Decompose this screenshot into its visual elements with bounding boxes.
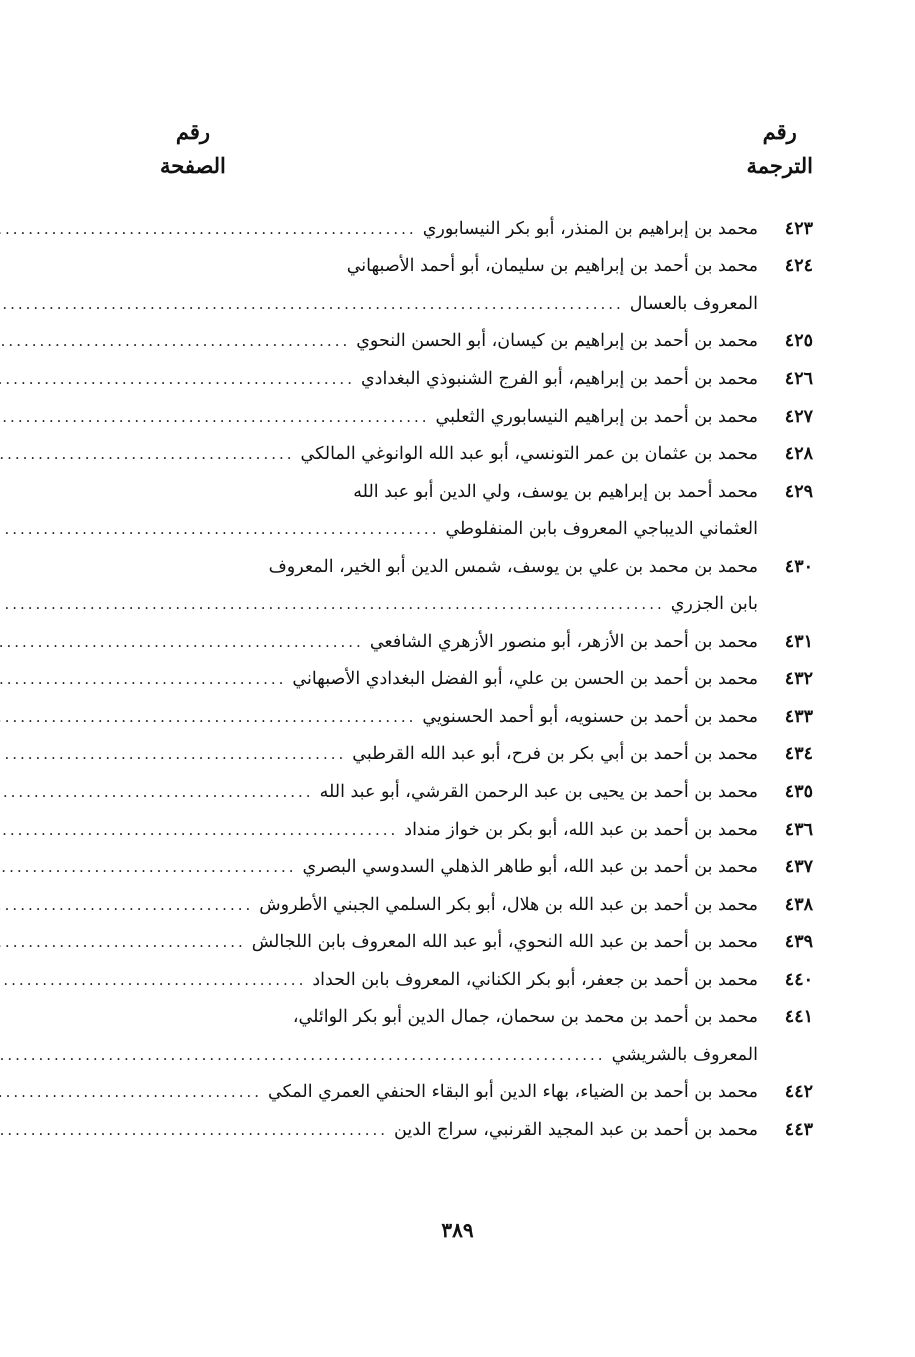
entry-number: ٤٣٧ xyxy=(784,857,813,878)
entry-text: محمد بن عثمان بن عمر التونسي، أبو عبد الله الوانوغي المالكي xyxy=(300,444,758,465)
dot-leader xyxy=(0,295,630,313)
header-right-line2: الترجمة xyxy=(746,153,813,178)
entry-text: محمد بن أحمد بن حسنويه، أبو أحمد الحسنويي xyxy=(422,706,758,727)
index-entry xyxy=(160,811,813,849)
header-left-line1: رقم xyxy=(175,119,211,144)
entry-number: ٤٤٣ xyxy=(784,1119,813,1140)
header-left-line2: الصفحة xyxy=(160,153,226,178)
index-entry xyxy=(160,323,813,361)
index-entry xyxy=(160,848,813,886)
dot-leader xyxy=(0,633,370,651)
index-entry xyxy=(160,736,813,774)
dot-leader xyxy=(0,1046,612,1064)
dot-leader xyxy=(0,520,445,538)
page-number-column-header xyxy=(160,115,226,183)
index-entry xyxy=(160,698,813,736)
index-entry xyxy=(160,248,813,286)
entry-number: ٤٣٨ xyxy=(784,894,813,915)
index-entry xyxy=(160,961,813,999)
index-entry xyxy=(160,210,813,248)
entry-text: محمد بن أحمد بن عبد المجيد القرنبي، سراج الدين xyxy=(394,1119,758,1140)
entry-text: محمد بن أحمد بن عبد الله، أبو بكر بن خواز منداد xyxy=(404,819,758,840)
index-entry xyxy=(160,1074,813,1112)
entry-number: ٤٣٦ xyxy=(784,819,813,840)
dot-leader xyxy=(0,821,404,839)
dot-leader xyxy=(0,858,303,876)
entry-number: ٤٣٥ xyxy=(784,781,813,802)
entry-number: ٤٣١ xyxy=(784,631,813,652)
entry-text: المعروف بالعسال xyxy=(629,293,758,314)
dot-leader xyxy=(0,1121,394,1139)
entry-number: ٤٣٠ xyxy=(784,556,813,577)
page-number: ٣٨٩ xyxy=(441,1218,474,1242)
entry-number: ٤٢٨ xyxy=(784,444,813,465)
index-entry-continuation xyxy=(160,285,813,323)
entry-text: العثماني الديباجي المعروف بابن المنفلوطي xyxy=(445,519,758,540)
entry-text: محمد بن أحمد بن إبراهيم بن كيسان، أبو الحسن النحوي xyxy=(356,331,758,352)
entry-text: محمد بن أحمد بن يحيى بن عبد الرحمن القرشي، أبو عبد الله xyxy=(319,781,758,802)
entry-text: محمد بن أحمد بن الأزهر، أبو منصور الأزهري الشافعي xyxy=(369,631,758,652)
dot-leader xyxy=(0,1083,268,1101)
entry-text: محمد بن أحمد بن إبراهيم بن سليمان، أبو أحمد الأصبهاني xyxy=(346,256,758,277)
dot-leader xyxy=(0,370,361,388)
dot-leader xyxy=(0,332,356,350)
index-entry xyxy=(160,773,813,811)
index-entry xyxy=(160,398,813,436)
dot-leader xyxy=(0,971,312,989)
dot-leader xyxy=(0,670,292,688)
entry-number: ٤٤١ xyxy=(784,1007,813,1028)
entry-number: ٤٤٢ xyxy=(784,1082,813,1103)
entry-text: محمد بن محمد بن علي بن يوسف، شمس الدين أبو الخير، المعروف xyxy=(268,556,758,577)
entry-number: ٤٢٣ xyxy=(784,218,813,239)
index-entry xyxy=(160,998,813,1036)
entry-text: محمد بن أحمد بن جعفر، أبو بكر الكناني، المعروف بابن الحداد xyxy=(312,969,758,990)
entry-number: ٤٢٦ xyxy=(784,368,813,389)
entry-text: المعروف بالشريشي xyxy=(611,1044,758,1065)
entry-number: ٤٤٠ xyxy=(784,969,813,990)
dot-leader xyxy=(0,445,301,463)
dot-leader xyxy=(0,896,259,914)
entry-text: محمد بن أحمد بن محمد بن سحمان، جمال الدين أبو بكر الوائلي، xyxy=(292,1007,758,1028)
entry-text: بابن الجزري xyxy=(670,594,758,615)
index-entry-continuation xyxy=(160,1036,813,1074)
entry-number: ٤٢٥ xyxy=(784,331,813,352)
index-entry xyxy=(160,886,813,924)
index-entries xyxy=(160,210,813,1149)
entry-number-column-header xyxy=(746,115,813,183)
entry-number: ٤٣٢ xyxy=(784,669,813,690)
dot-leader xyxy=(0,933,252,951)
index-entry xyxy=(160,661,813,699)
index-entry-continuation xyxy=(160,585,813,623)
entry-number: ٤٢٧ xyxy=(784,406,813,427)
dot-leader xyxy=(0,408,436,426)
index-entry xyxy=(160,360,813,398)
entry-number: ٤٢٤ xyxy=(784,256,813,277)
entry-text: محمد بن أحمد بن أبي بكر بن فرح، أبو عبد الله القرطبي xyxy=(352,744,758,765)
index-entry xyxy=(160,623,813,661)
entry-text: محمد أحمد بن إبراهيم بن يوسف، ولي الدين أبو عبد الله xyxy=(353,481,758,502)
dot-leader xyxy=(0,708,422,726)
entry-text: محمد بن إبراهيم بن المنذر، أبو بكر النيسابوري xyxy=(422,218,758,239)
dot-leader xyxy=(0,745,352,763)
entry-number: ٤٣٤ xyxy=(784,744,813,765)
index-entry xyxy=(160,548,813,586)
index-entry xyxy=(160,435,813,473)
entry-number: ٤٣٣ xyxy=(784,706,813,727)
entry-number: ٤٢٩ xyxy=(784,481,813,502)
header-right-line1: رقم xyxy=(762,119,797,144)
dot-leader xyxy=(0,220,423,238)
dot-leader xyxy=(0,595,671,613)
index-entry xyxy=(160,923,813,961)
entry-text: محمد بن أحمد بن عبد الله بن هلال، أبو بكر السلمي الجبني الأطروش xyxy=(259,894,758,915)
entry-text: محمد بن أحمد بن الحسن بن علي، أبو الفضل البغدادي الأصبهاني xyxy=(292,669,758,690)
entry-text: محمد بن أحمد بن إبراهيم النيسابوري الثعلبي xyxy=(435,406,758,427)
entry-text: محمد بن أحمد بن عبد الله، أبو طاهر الذهلي السدوسي البصري xyxy=(302,857,758,878)
entry-text: محمد بن أحمد بن إبراهيم، أبو الفرج الشنبوذي البغدادي xyxy=(360,368,758,389)
index-entry xyxy=(160,1111,813,1149)
dot-leader xyxy=(0,783,320,801)
index-entry-continuation xyxy=(160,510,813,548)
entry-text: محمد بن أحمد بن عبد الله النحوي، أبو عبد الله المعروف بابن اللجالش xyxy=(251,932,758,953)
index-entry xyxy=(160,473,813,511)
entry-text: محمد بن أحمد بن الضياء، بهاء الدين أبو البقاء الحنفي العمري المكي xyxy=(268,1082,758,1103)
entry-number: ٤٣٩ xyxy=(784,932,813,953)
